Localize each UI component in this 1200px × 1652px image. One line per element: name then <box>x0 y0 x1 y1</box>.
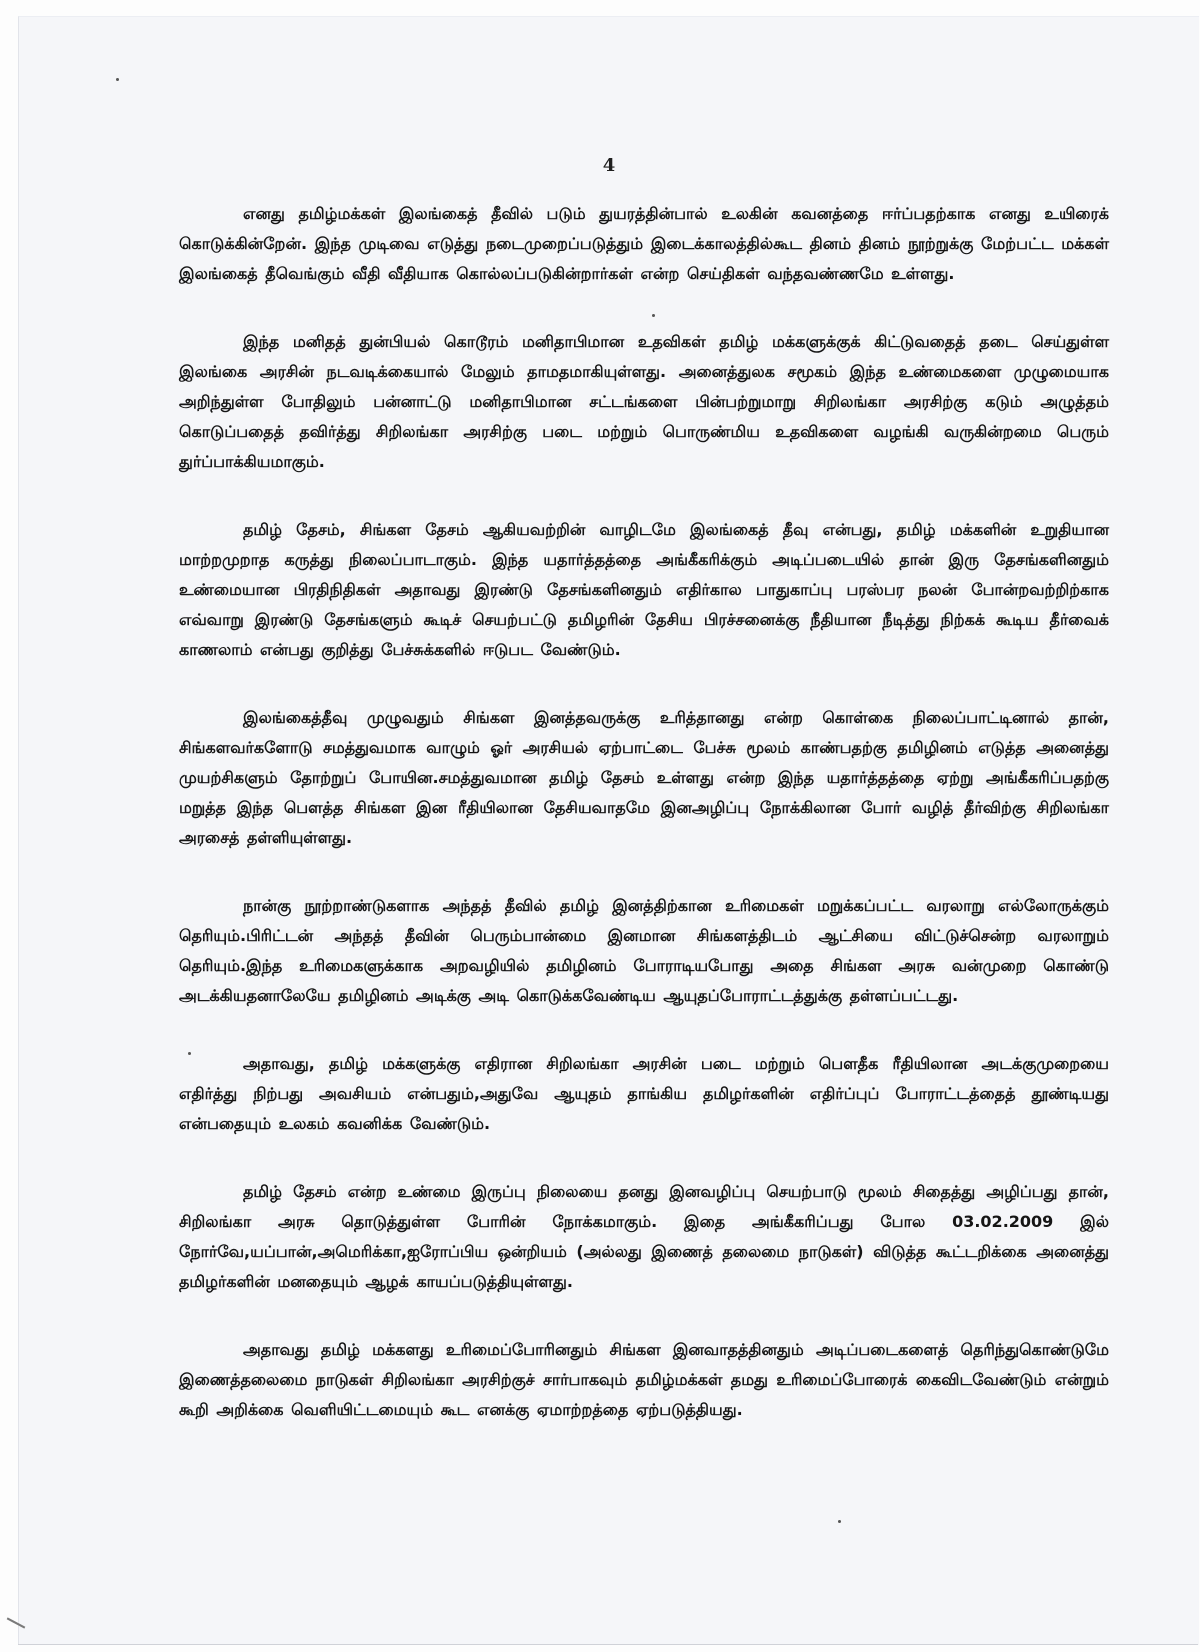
paragraph-4: இலங்கைத்தீவு முழுவதும் சிங்கள இனத்தவருக்கு உரித்தானது என்ற கொள்கை நிலைப்பாட்டினால் தான், சிங்களவர்களோடு சமத்துவமாக வாழும் ஓர் அரசியல் ஏற்பாட்டை பேச்சு மூலம் காண்பதற்கு தமிழினம் எடுத்த அனைத்து முயற்சிகளும் தோற்றுப் போயின.சமத்துவமான தமிழ் தேசம் உள்ளது என்ற இந்த யதார்த்தத்தை ஏற்று அங்கீகரிப்பதற்கு மறுத்த இந்த பௌத்த சிங்கள இன ரீதியிலான தேசியவாதமே இனஅழிப்பு நோக்கிலான போர் வழித் தீர்விற்கு சிறிலங்கா அரசைத் தள்ளியுள்ளது. <box>179 708 1110 847</box>
letter-body <box>179 199 1109 1425</box>
paragraph-8: அதாவது தமிழ் மக்களது உரிமைப்போரினதும் சிங்கள இனவாதத்தினதும் அடிப்படைகளைத் தெரிந்துகொண்டுமே இணைத்தலைமை நாடுகள் சிறிலங்கா அரசிற்குச் சார்பாகவும் தமிழ்மக்கள் தமது உரிமைப்போரைக் கைவிடவேண்டும் என்றும் கூறி அறிக்கை வெளியிட்டமையும் கூட எனக்கு ஏமாற்றத்தை ஏற்படுத்தியது. <box>179 1340 1109 1419</box>
scan-speck <box>838 1520 841 1523</box>
paragraph-3: தமிழ் தேசம், சிங்கள தேசம் ஆகியவற்றின் வாழிடமே இலங்கைத் தீவு என்பது, தமிழ் மக்களின் உறுதியான மாற்றமுறாத கருத்து நிலைப்பாடாகும். இந்த யதார்த்தத்தை அங்கீகரிக்கும் அடிப்படையில் தான் இரு தேசங்களினதும் உண்மையான பிரதிநிதிகள் அதாவது இரண்டு தேசங்களினதும் எதிர்கால பாதுகாப்பு பரஸ்பர நலன் போன்றவற்றிற்காக எவ்வாறு இரண்டு தேசங்களும் கூடிச் செயற்பட்டு தமிழரின் தேசிய பிரச்சனைக்கு நீதியான நீடித்து நிற்கக் கூடிய தீர்வைக் காணலாம் என்பது குறித்து பேச்சுக்களில் ஈடுபட வேண்டும். <box>179 520 1109 659</box>
paragraph-1: எனது தமிழ்மக்கள் இலங்கைத் தீவில் படும் துயரத்தின்பால் உலகின் கவனத்தை ஈர்ப்பதற்காக எனது உயிரைக் கொடுக்கின்றேன். இந்த முடிவை எடுத்து நடைமுறைப்படுத்தும் இடைக்காலத்தில்கூட தினம் தினம் நூற்றுக்கு மேற்பட்ட மக்கள் இலங்கைத் தீவெங்கும் வீதி வீதியாக கொல்லப்படுகின்றார்கள் என்ற செய்திகள் வந்தவண்ணமே உள்ளது. <box>179 204 1110 283</box>
page-number: 4 <box>602 155 616 176</box>
paragraph-2: இந்த மனிதத் துன்பியல் கொடூரம் மனிதாபிமான உதவிகள் தமிழ் மக்களுக்குக் கிட்டுவதைத் தடை செய்துள்ள இலங்கை அரசின் நடவடிக்கையால் மேலும் தாமதமாகியுள்ளது. அனைத்துலக சமூகம் இந்த உண்மைகளை முழுமையாக அறிந்துள்ள போதிலும் பன்னாட்டு மனிதாபிமான சட்டங்களை பின்பற்றுமாறு சிறிலங்கா அரசிற்கு கடும் அழுத்தம் கொடுப்பதைத் தவிர்த்து சிறிலங்கா அரசிற்கு படை மற்றும் பொருண்மிய உதவிகளை வழங்கி வருகின்றமை பெரும் துர்ப்பாக்கியமாகும். <box>179 332 1109 471</box>
paragraph-5: நான்கு நூற்றாண்டுகளாக அந்தத் தீவில் தமிழ் இனத்திற்கான உரிமைகள் மறுக்கப்பட்ட வரலாறு எல்லோருக்கும் தெரியும்.பிரிட்டன் அந்தத் தீவின் பெரும்பான்மை இனமான சிங்களத்திடம் ஆட்சியை விட்டுச்சென்ற வரலாறும் தெரியும்.இந்த உரிமைகளுக்காக அறவழியில் தமிழினம் போராடியபோது அதை சிங்கள அரசு வன்முறை கொண்டு அடக்கியதனாலேயே தமிழினம் அடிக்கு அடி கொடுக்கவேண்டிய ஆயுதப்போராட்டத்துக்கு தள்ளப்பட்டது. <box>179 896 1109 1005</box>
scan-edge-line <box>18 1644 1198 1645</box>
paragraph-6: அதாவது, தமிழ் மக்களுக்கு எதிரான சிறிலங்கா அரசின் படை மற்றும் பௌதீக ரீதியிலான அடக்குமுறையை எதிர்த்து நிற்பது அவசியம் என்பதும்,அதுவே ஆயுதம் தாங்கிய தமிழர்களின் எதிர்ப்புப் போராட்டத்தைத் தூண்டியது என்பதையும் உலகம் கவனிக்க வேண்டும். <box>179 1054 1109 1133</box>
paragraph-7: தமிழ் தேசம் என்ற உண்மை இருப்பு நிலையை தனது இனவழிப்பு செயற்பாடு மூலம் சிதைத்து அழிப்பது தான், சிறிலங்கா அரசு தொடுத்துள்ள போரின் நோக்கமாகும். இதை அங்கீகரிப்பது போல 03.02.2009 இல் நோர்வே,யப்பான்,அமெரிக்கா,ஐரோப்பிய ஒன்றியம் (அல்லது இணைத் தலைமை நாடுகள்) விடுத்த கூட்டறிக்கை அனைத்து தமிழர்களின் மனதையும் ஆழக் காயப்படுத்தியுள்ளது. <box>179 1182 1109 1291</box>
scan-speck <box>652 314 655 317</box>
paper-sheet <box>18 16 1199 1645</box>
scan-speck <box>116 78 119 81</box>
scan-speck <box>188 1052 191 1055</box>
